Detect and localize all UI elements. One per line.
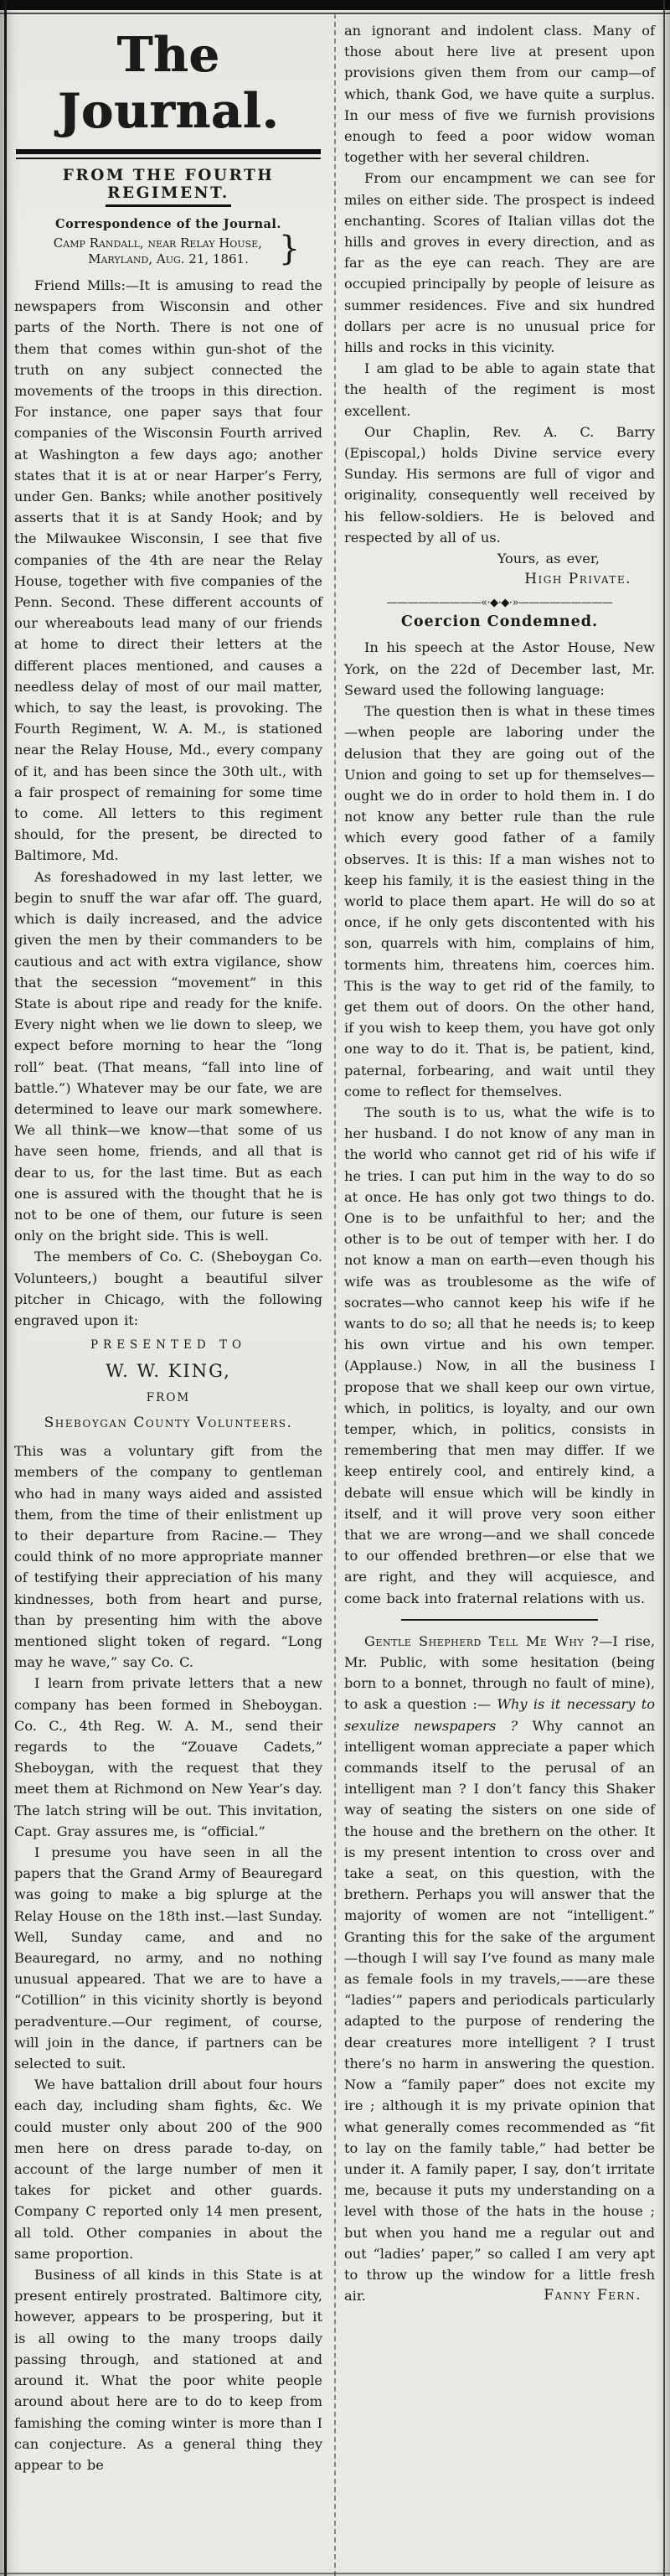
paragraph: As foreshadowed in my last letter, we begin to snuff the war afar off. The guard, which is daily increased, and the advice given the men by their commanders to be cautious and act with extra vigilance, show that the secession “movement” in this State is about ripe and ready for the knife. Every night when we lie down to sleep, we expect before morning to hear the “long roll” beat. (That means, “fall into line of battle.”) Whatever may be our fate, we are determined to leave our mark somewhere. We all think—we know—that some of us have seen home, friends, and all that is dear to us, for the last time. But as each one is assured with the thought that he is not to be one of them, our future is seen only on the bright side. This is well. [14,868,322,1244]
inscription-line3: FROM [146,1391,191,1405]
page-right-border [663,0,665,2576]
paragraph: This was a voluntary gift from the members of the company to gentleman who had in many ways aided and assisted them, from the time of their enlistment up to their departure from Racine.— They could think of no more appropriate manner of testifying their appreciation of his many kindnesses, both from heart and purse, than by presenting him with the above mentioned slight token of regard. “Long may he wave,” say Co. C. [14,1443,322,1671]
article1-signoff: Yours, as ever, [497,551,600,567]
article1-body-part1 [14,275,322,1331]
correspondence-line: Correspondence of the Journal. [55,217,281,231]
paragraph: From our encampment we can see for miles on either side. The prospect is indeed enchanting. Scores of Italian villas dot the hills and groves in every direction, and as far as the eye can reach. They are are occupied principally by people of leisure as summer residences. Five and six hundred dollars per acre is no unusual price for hills and rocks in this vicinity. [344,170,655,356]
inscription-line1: PRESENTED TO [90,1338,247,1353]
masthead-rule [16,149,321,159]
page-columns [8,13,663,2475]
dateline-line2: Maryland, Aug. 21, 1861. [88,251,249,266]
paragraph: In his speech at the Astor House, New York, on the 22d of December last, Mr. Seward used the following language: [344,639,655,698]
article3-body-2: Why cannot an intelligent woman appreciate a paper which commands itself to the perusal of an intelligent man ? I don’t fancy this Shaker way of seating the sisters on one side of the house and the brethern on the other. It is my present intention to cross over and take a seat, on this question, with the brethern. Perhaps you will answer that the majority of women are not “intelligent.” Granting this for the sake of the argument—though I will say I’ve found as many male as female fools in my travels,——are these “ladies’” papers and periodicals particularly adapted to the purpose of rendering the dear creatures more intelligent ? I trust there’s no harm in answering the question. Now a “family paper” does not excite my ire ; although it is my private opinion that what generally comes recommended as “fit to lay on the family table,” had better be under it. A family paper, I say, don’t irritate me, because it puts my understanding on a level with those of the hats in the house ; but when you hand me a regular out and out “ladies’ paper,” so called I am very apt to throw up the window for a little fresh air. [344,1717,655,2304]
article3-paragraph [344,1631,655,2307]
article1-body-part3 [344,168,655,548]
divider-ornament: —————————«·◆·◆·»————————— [386,597,613,610]
dateline-brace: } [278,230,301,268]
paragraph: The question then is what in these times—when people are laboring under the delusion that they are going out of the Union and going to set up for themselves—ought we do in order to hold them in. I do not know any better rule than the rule which every good father of a family observes. It is this: If a man wishes not to keep his family, it is the easiest thing in the world to place them apart. He will do so at once, if he only gets discontented with his son, quarrels with him, complains of him, torments him, threatens him, coerces him. This is the way to get rid of the family, to get them out of doors. On the other hand, if you wish to keep them, you have got only one way to do it. That is, be patient, kind, paternal, forbearing, and wait until they come to reflect for themselves. [344,703,655,1099]
dateline [45,230,301,268]
paragraph: an ignorant and indolent class. Many of those about here live at present upon provisions given them from our camp—of which, thank God, we have quite a surplus. In our mess of five we furnish provisions enough to feed a poor widow woman together with her several children. [344,23,655,166]
right-column [332,13,663,2475]
paragraph: Friend Mills:—It is amusing to read the newspapers from Wisconsin and other parts of the North. There is not one of them that comes within gun-shot of the truth on any subject connected the movements of the troops in this direction. For instance, one paper says that four companies of the Wisconsin Fourth arrived at Washington a few days ago; another states that it is at or near Harper’s Ferry, under Gen. Banks; while another positively asserts that it is at Sandy Hook; and by the Milwaukee Wisconsin, I see that five companies of the 4th are near the Relay House, together with five companies of the Penn. Second. These different accounts of our whereabouts lead many of our friends at home to direct their letters at the different places mentioned, and causes a needless delay of most of our mail matter, which, to say the least, is provoking. The Fourth Regiment, W. A. M., is stationed near the Relay House, Md., every company of it, and has been since the 30th ult., with a fair prospect of remaining for some time to come. All letters to this regiment should, for the present, be directed to Baltimore, Md. [14,277,322,864]
article3-italic-question: Why is it necessary to sexulize newspapers ? [344,1696,655,1734]
paragraph: Our Chaplin, Rev. A. C. Barry (Episcopal,) holds Divine service every Sunday. His sermons are full of vigor and originality, consequently well received by his fellow-soldiers. He is beloved and respected by all of us. [344,423,655,546]
paragraph: I am glad to be able to again state that the health of the regiment is most excellent. [344,360,655,419]
page-left-border [4,0,7,2576]
paragraph: The south is to us, what the wife is to her husband. I do not know of any man in the world who cannot get rid of his wife if he tries. I can put him in the way to do so at once. He has only got two things to do. One is to be unfaithful to her; and the other is to be out of temper with her. I do not know a man on earth—even though his wife was as troublesome as the wife of socrates—who cannot keep his wife if he wants to do so; all that he needs is; to keep his own virtue and his own temper. (Applause.) Now, in all the business I propose that we shall keep our own virtue, which, in politics, is loyalty, and our own temper, which, in politics, consists in remembering that men may differ. If we keep entirely cool, and entirely kind, a debate will ensue which will be kindly in itself, and it will prove very soon either that we are wrong—and we shall concede to our offended brethren—or else that we are right, and they will acquiesce, and come back into fraternal relations with us. [344,1104,655,1606]
left-column [8,13,332,2475]
dateline-line1: Camp Randall, near Relay House, [53,235,262,251]
pitcher-inscription [14,1338,322,1431]
article3-lead-in: Gentle Shepherd Tell Me Why ? [364,1632,600,1649]
page-bottom-border [0,2573,670,2574]
article2-heading: Coercion Condemned. [400,613,599,631]
article1-heading-rule [106,204,231,207]
article1-heading: FROM THE FOURTH REGIMENT. [62,167,275,202]
section-rule [401,1619,598,1621]
article3-signature: Fanny Fern. [544,2287,642,2304]
paragraph: The members of Co. C. (Sheboygan Co. Volunteers,) bought a beautiful silver pitcher in Chicago, with the following engraved upon it: [14,1249,322,1328]
article1-signature: High Private. [524,571,631,588]
inscription-line2: W. W. KING, [106,1361,231,1382]
article2-body [344,637,655,1608]
masthead-title: The Journal. [57,27,280,139]
paragraph: Business of all kinds in this State is at present entirely prostrated. Baltimore city, however, appears to be prospering, but it is all owing to the many troops daily passing through, and stationed at and around it. What the poor white people around about here are to do to keep from famishing the coming winter is more than I can conjecture. As a general thing they appear to be [14,2267,322,2473]
paragraph: We have battalion drill about four hours each day, including sham fights, &c. We could muster only about 200 of the 900 men here on dress parade to-day, on account of the large number of men it takes for picket and other guards. Company C reported only 14 men present, all told. Other companies in about the same proportion. [14,2077,322,2262]
paragraph: I learn from private letters that a new company has been formed in Sheboygan. Co. C., 4th Reg. W. A. M., send their regards to the “Zouave Cadets,” Sheboygan, with the request that they meet them at Richmond on New Year’s day. The latch string will be out. This invitation, Capt. Gray assures me, is “official.” [14,1675,322,1839]
article3-body-1: —I rise, Mr. Public, with some hesitation (being born to a bonnet, through no fault of mine), to ask a question :— [344,1632,655,1713]
article1-body-part2 [14,1673,322,2475]
inscription-line4: Sheboygan County Volunteers. [44,1415,293,1432]
paragraph: I presume you have seen in all the papers that the Grand Army of Beauregard was going to make a big splurge at the Relay House on the 18th inst.—last Sunday. Well, Sunday came, and and no Beauregard, no army, and no nothing unusual appeared. That we are to have a “Cotillion” in this vicinity shortly is beyond peradventure.—Our regiment, of course, will join in the dance, if partners can be selected to suit. [14,1844,322,2072]
page-top-border [0,0,670,10]
